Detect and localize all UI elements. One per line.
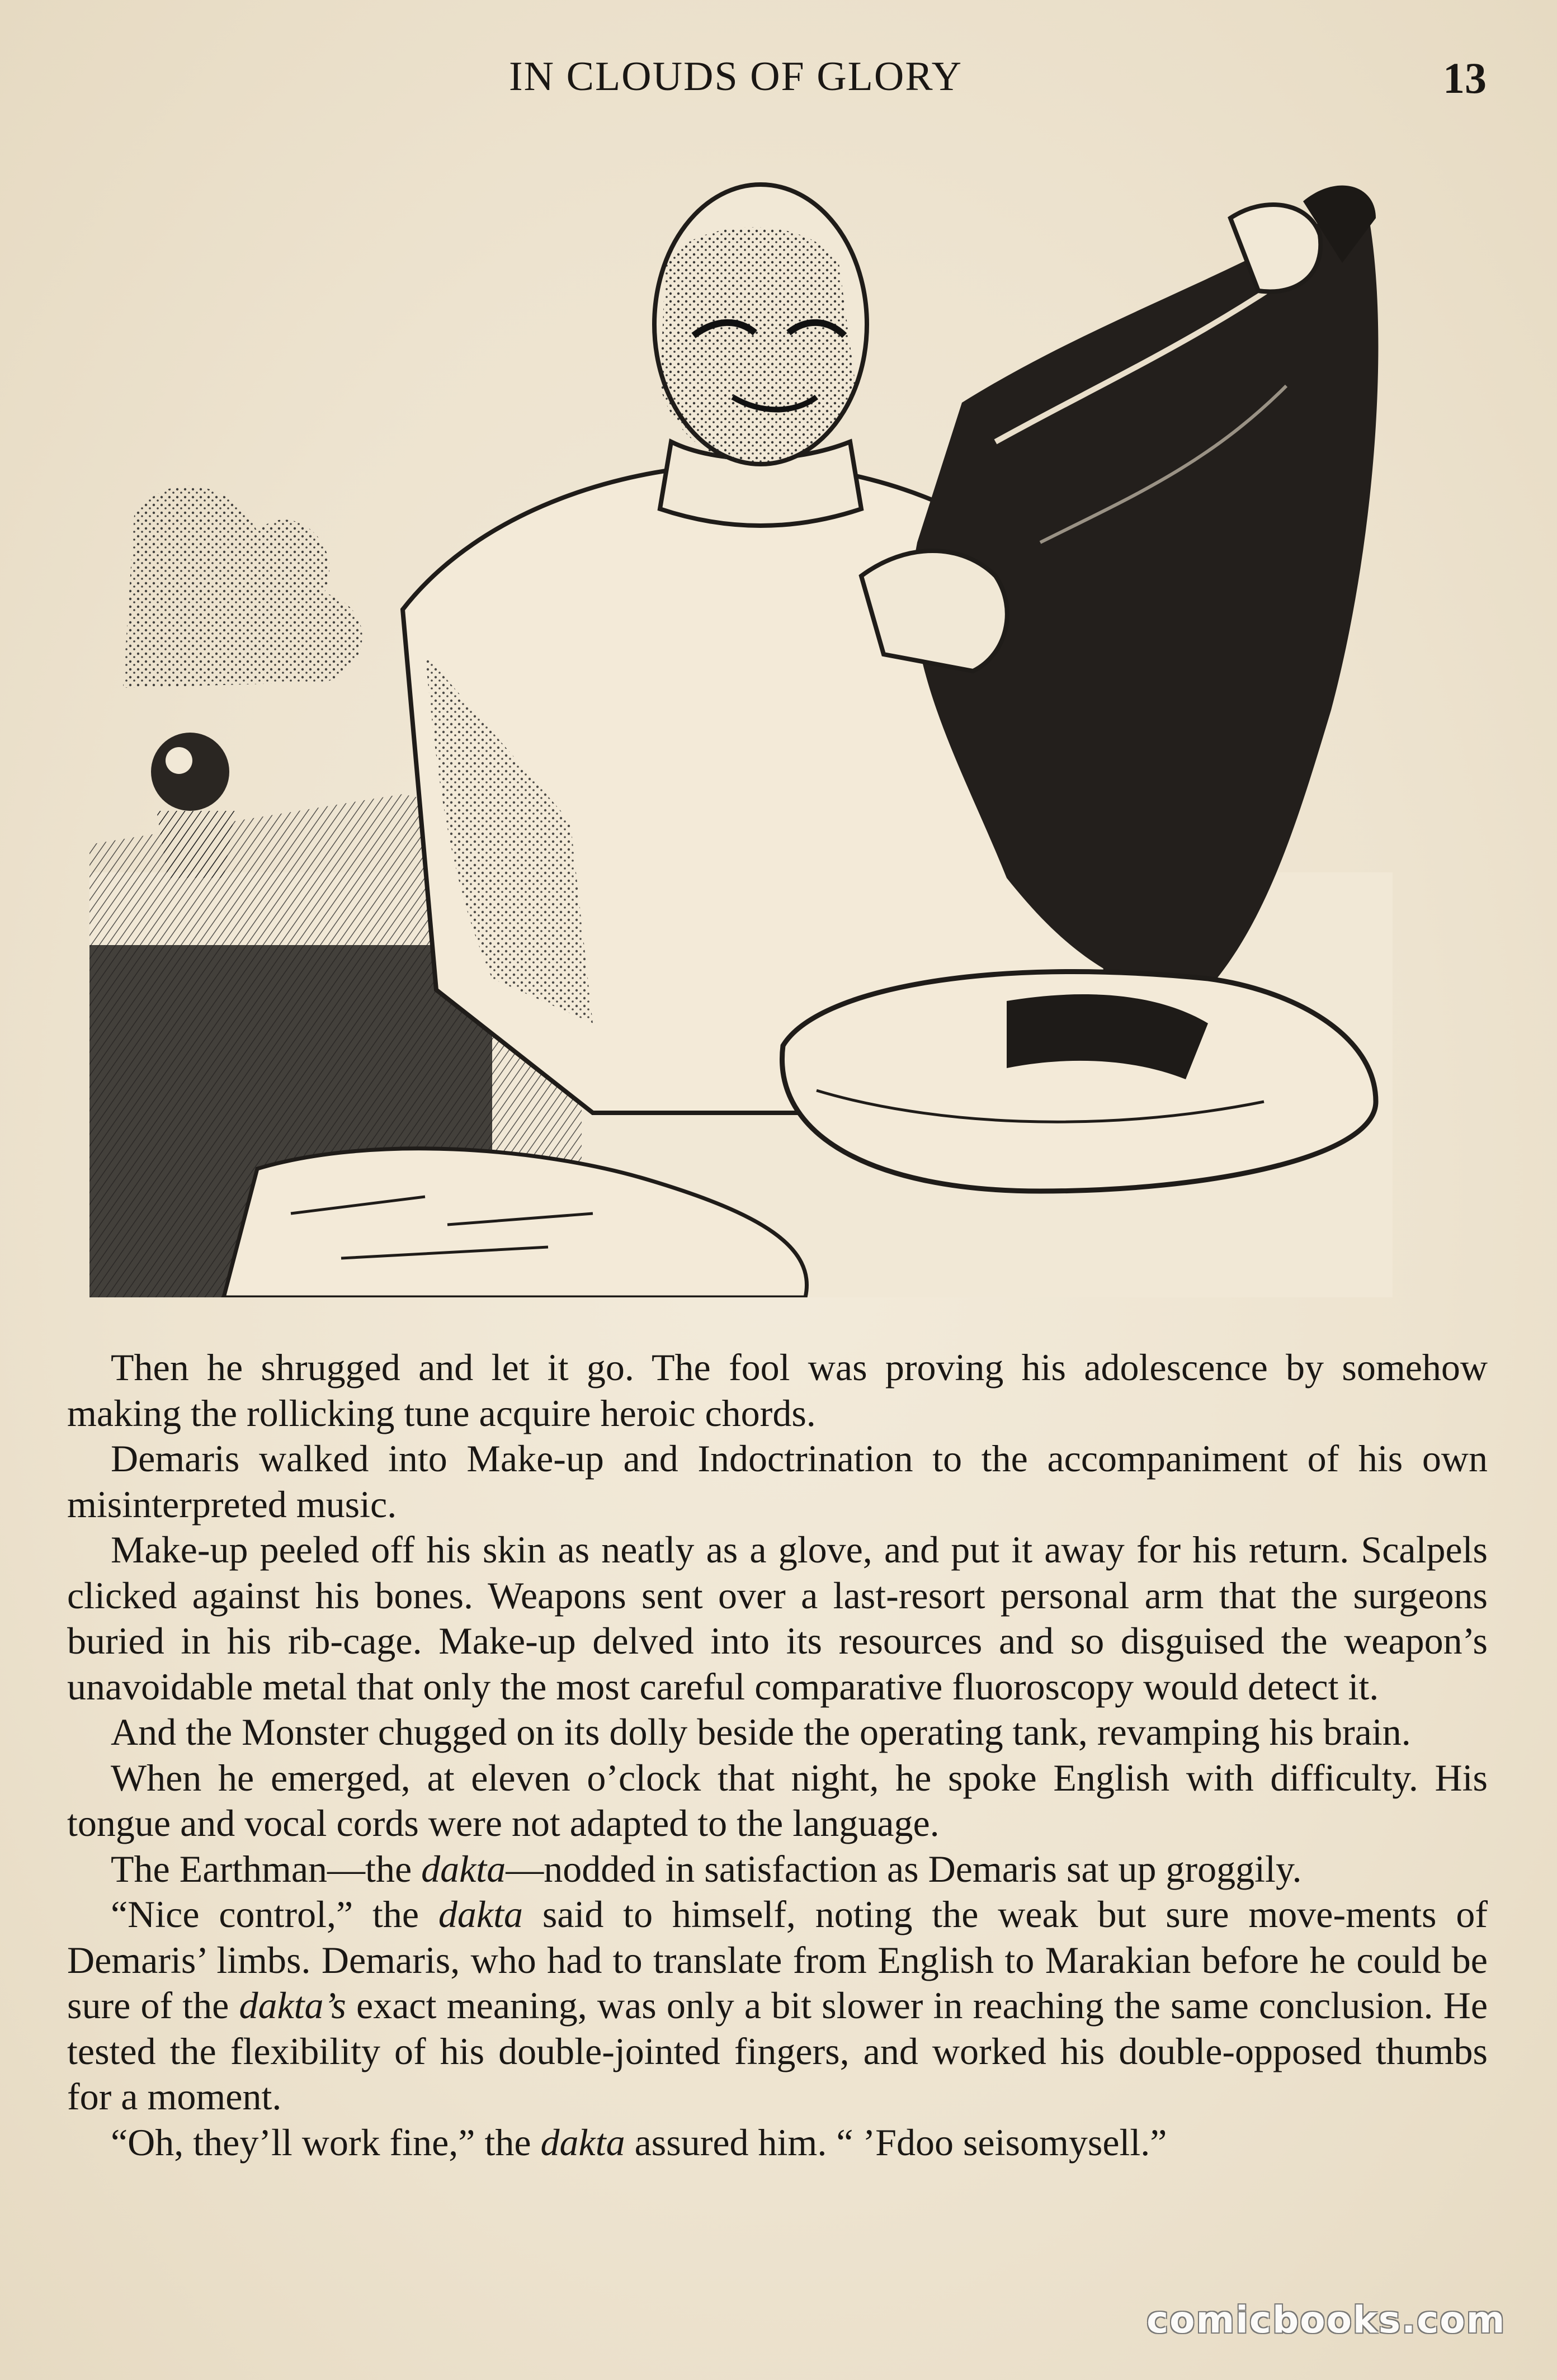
paragraph <box>67 1892 1488 2120</box>
illustration <box>89 151 1393 1297</box>
paragraph <box>67 1527 1488 1710</box>
page-header <box>0 53 1557 109</box>
paragraph <box>67 1436 1488 1527</box>
paragraph-text: “Oh, they’ll work fine,” the <box>111 2121 541 2164</box>
paragraph-text: —nodded in satisfaction as Demaris sat up groggily. <box>506 1847 1302 1890</box>
italic-term: dakta <box>540 2121 625 2164</box>
paragraph-text: assured him. “ ’Fdoo seisomysell.” <box>625 2121 1167 2164</box>
paragraph <box>67 1710 1488 1755</box>
paragraph-text: said to himself, noting the weak but sure move-ments of Demaris’ limbs. Demaris, who had to translate from English to Marakian before he could be sure of the <box>67 1893 1488 2027</box>
paragraph-text: The Earthman—the <box>111 1847 422 1890</box>
paragraph-text: When he emerged, at eleven o’clock that night, he spoke English with difficulty. His tongue and vocal cords were not adapted to the language. <box>67 1756 1488 1844</box>
watermark: comicbooks.com <box>1146 2298 1506 2341</box>
italic-term: dakta <box>438 1893 523 1935</box>
running-title: IN CLOUDS OF GLORY <box>509 54 963 100</box>
paragraph <box>67 1345 1488 1436</box>
paragraph <box>67 1847 1488 1892</box>
paragraph-text: And the Monster chugged on its dolly beside the operating tank, revamping his brain. <box>111 1711 1411 1753</box>
paragraph <box>67 1755 1488 1847</box>
paragraph-text: Demaris walked into Make-up and Indoctrination to the accompaniment of his own misinterpreted music. <box>67 1437 1488 1526</box>
paragraph <box>67 2120 1488 2166</box>
paragraph-text: exact meaning, was only a bit slower in reaching the same conclusion. He tested the flexibility of his double-jointed fingers, and worked his double-opposed thumbs for a moment. <box>67 1984 1488 2118</box>
paragraph-text: Make-up peeled off his skin as neatly as a glove, and put it away for his return. Scalpels clicked against his bones. Weapons sent over a last-resort personal arm that the surgeons buried in his rib-cage. Make-up delved into its resources and so disguised the weapon’s unavoidable metal that only the most careful comparative fluoroscopy would detect it. <box>67 1528 1488 1708</box>
illustration-drawing <box>89 151 1393 1297</box>
paragraph-text: “Nice control,” the <box>111 1893 438 1935</box>
paragraph-text: Then he shrugged and let it go. The fool was proving his adolescence by somehow making the rollicking tune acquire heroic chords. <box>67 1346 1488 1434</box>
body-text <box>67 1345 1488 2165</box>
italic-term: dakta <box>421 1847 506 1890</box>
italic-term: dakta’s <box>239 1984 346 2027</box>
page-number: 13 <box>1443 54 1487 102</box>
